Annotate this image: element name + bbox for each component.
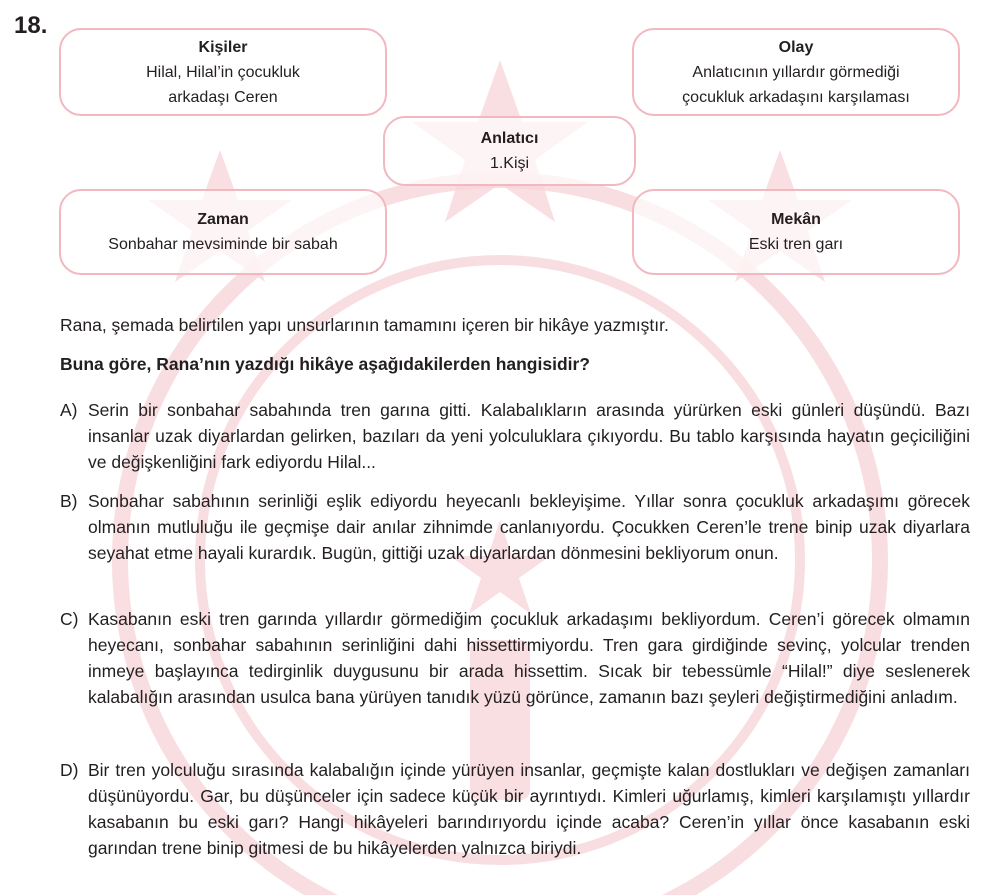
mekan-line1: Eski tren garı [748,236,844,253]
anlatici-title: Anlatıcı [480,130,539,147]
kisiler-line1: Hilal, Hilal’in çocukluk [146,63,300,81]
option-b-label: B) [60,491,78,511]
diagram-box-olay [632,28,960,116]
diagram-box-anlatici [383,116,636,186]
kisiler-line2: arkadaşı Ceren [168,88,278,106]
option-c-text: Kasabanın eski tren garında yıllardır görmediğim çocukluk arkadaşımı bekliyordum. Ceren’i görecek olmamın heyecanı, sonbahar sabahının serinliğini dahi hissettirmiyordu. Tren gara girdiğinde sevinç, yolcular trenden inmeye başlayınca tedirginlik duygusunu bir arada hissettim. Sıcak bir tebessümle “Hilal!” diye seslenerek kalabalığın arasından usulca bana yürüyen tanıdık yüzü görünce, zamanın bazı şeyleri değiştirmediğini anladım. [88,609,970,707]
option-d-label: D) [60,760,79,780]
zaman-line1: Sonbahar mevsiminde bir sabah [108,236,338,253]
option-c[interactable] [60,606,970,710]
option-d[interactable] [60,757,970,861]
option-a[interactable] [60,397,970,475]
option-a-label: A) [60,400,78,420]
diagram-box-mekan [632,189,960,275]
option-b-text: Sonbahar sabahının serinliği eşlik ediyordu heyecanlı bekleyişime. Yıllar sonra çocukluk arkadaşımı görecek olmanın mutluluğu ile geçmişe dair anılar zihnimde canlanıyordu. Çocukken Ceren’le trene binip uzak diyarlara seyahat etme hayali kurardık. Bugün, gittiği uzak diyarlardan dönmesini bekliyorum onun. [88,491,970,563]
olay-line2: çocukluk arkadaşını karşılaması [682,88,910,106]
anlatici-line1: 1.Kişi [489,155,530,172]
olay-line1: Anlatıcının yıllardır görmediği [692,63,900,81]
option-a-text: Serin bir sonbahar sabahında tren garına gitti. Kalabalıkların arasında yürürken eski günleri düşündü. Bazı insanlar uzak diyarlardan gelirken, bazıları da yeni yolculuklara çıkıyordu. Bu tablo karşısında hayatın geçiciliğini ve değişkenliğini fark ediyordu Hilal... [88,400,970,472]
question-stem: Rana, şemada belirtilen yapı unsurlarının tamamını içeren bir hikâye yazmıştır. [60,315,669,335]
option-c-label: C) [60,609,79,629]
diagram-box-kisiler [59,28,387,116]
question-number: 18. [14,12,48,39]
zaman-title: Zaman [197,211,249,228]
kisiler-title: Kişiler [198,38,248,56]
option-d-text: Bir tren yolculuğu sırasında kalabalığın içinde yürüyen insanlar, geçmişte kalan dostlukları ve değişen zamanları düşünüyordu. Gar, bu düşünceler için sadece küçük bir ayrıntıydı. Kimleri uğurlamış, kimleri karşılamıştı yıllardır kasabanın bu eski garı? Hangi hikâyeleri barındırıyordu içinde acaba? Ceren’in yıllar önce kasabanın eski garından trene binip gitmesi de bu hikâyelerden yalnızca biriydi. [88,760,970,858]
diagram-box-zaman [59,189,387,275]
mekan-title: Mekân [771,211,821,228]
olay-title: Olay [778,38,814,56]
question-prompt: Buna göre, Rana’nın yazdığı hikâye aşağıdakilerden hangisidir? [60,354,590,374]
option-b[interactable] [60,488,970,566]
